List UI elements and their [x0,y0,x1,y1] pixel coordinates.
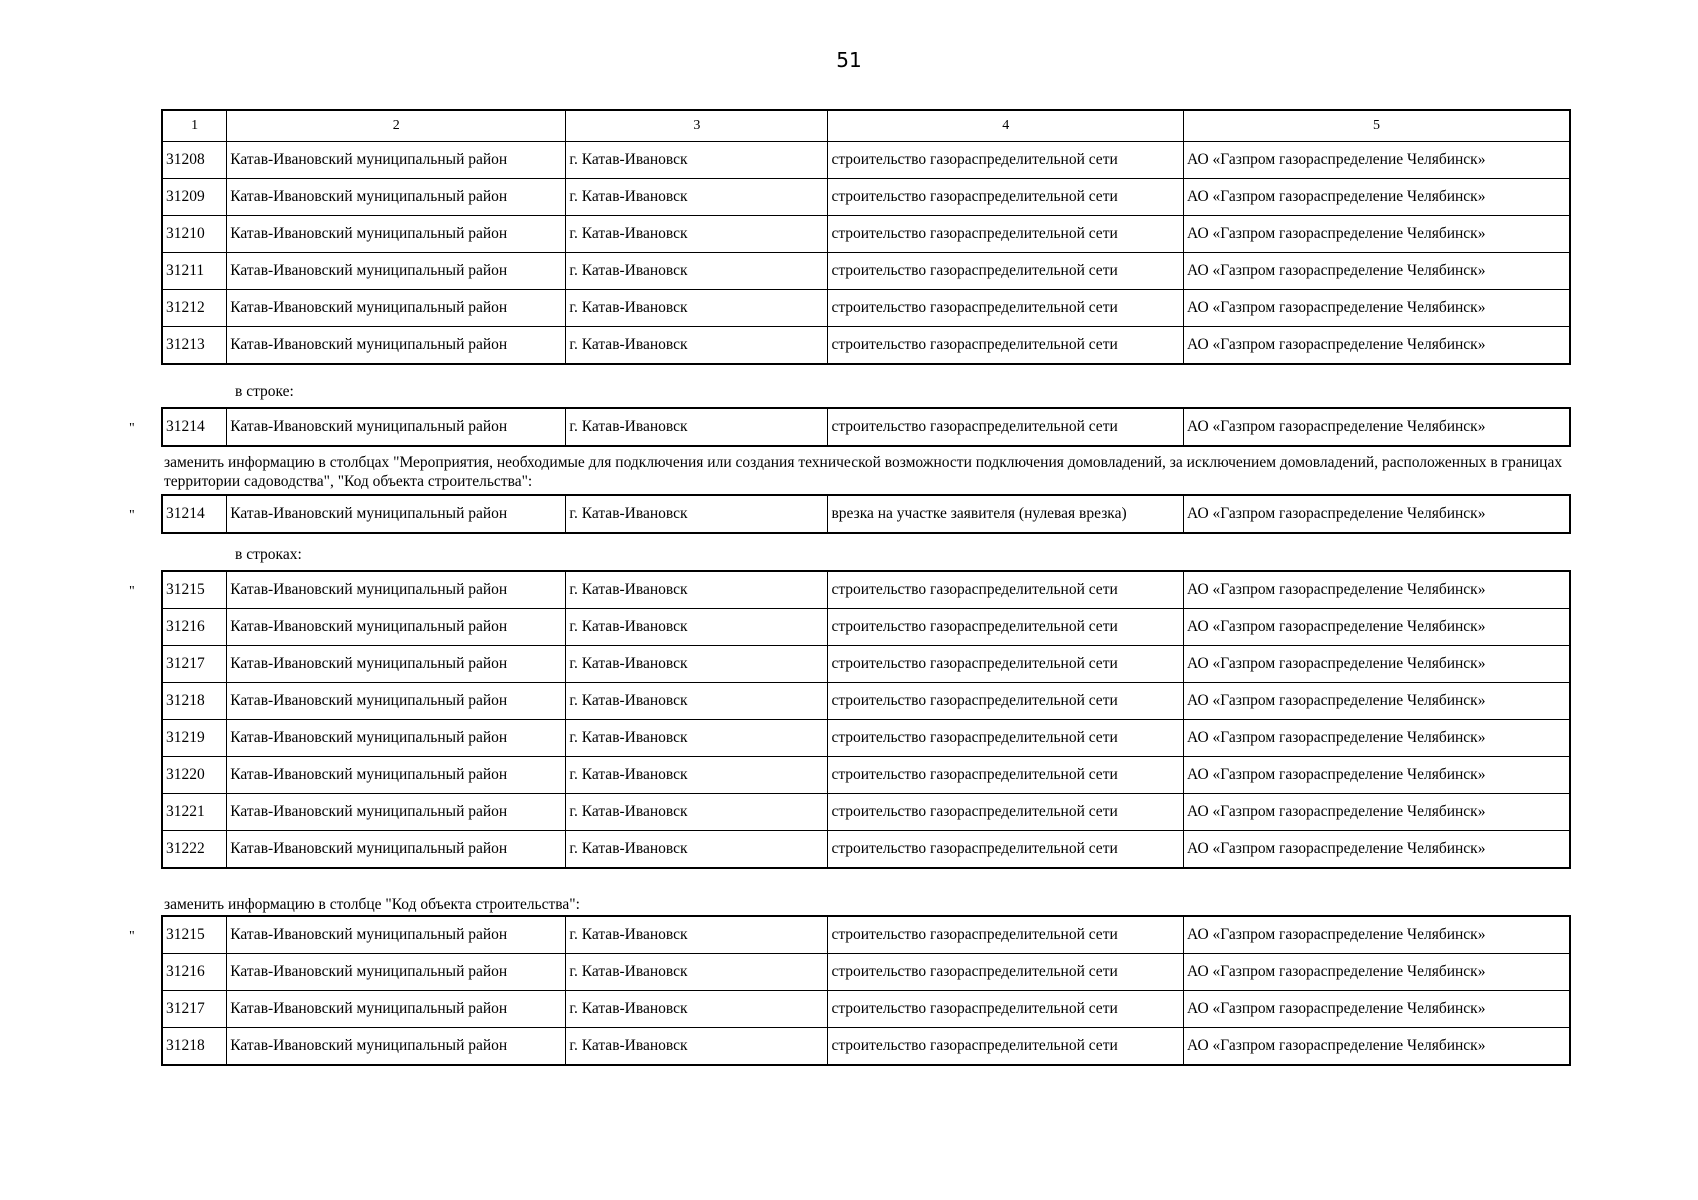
row-code: 31209 [162,179,227,216]
table-row [162,290,1570,327]
row-settlement: г. Катав-Ивановск [566,609,828,646]
row-district: Катав-Ивановский муниципальный район [227,720,566,757]
table-block-2 [161,407,1571,447]
row-settlement: г. Катав-Ивановск [566,142,828,179]
table-header-row [162,110,1570,142]
data-table-1 [161,109,1571,365]
row-activity: строительство газораспределительной сети [828,720,1184,757]
row-district: Катав-Ивановский муниципальный район [227,327,566,365]
row-organization: АО «Газпром газораспределение Челябинск» [1184,1028,1570,1066]
row-activity: строительство газораспределительной сети [828,253,1184,290]
row-district: Катав-Ивановский муниципальный район [227,142,566,179]
data-table-3 [161,494,1571,534]
table-row [162,495,1570,533]
row-district: Катав-Ивановский муниципальный район [227,571,566,609]
row-code: 31216 [162,609,227,646]
data-table-5 [161,915,1571,1066]
row-settlement: г. Катав-Ивановск [566,495,828,533]
table-row [162,954,1570,991]
row-district: Катав-Ивановский муниципальный район [227,1028,566,1066]
row-settlement: г. Катав-Ивановск [566,954,828,991]
row-district: Катав-Ивановский муниципальный район [227,253,566,290]
page-number: 51 [836,48,862,72]
table-row [162,683,1570,720]
row-activity: строительство газораспределительной сети [828,142,1184,179]
row-code: 31214 [162,408,227,446]
row-organization: АО «Газпром газораспределение Челябинск» [1184,646,1570,683]
table-block-1 [161,109,1571,365]
row-settlement: г. Катав-Ивановск [566,571,828,609]
note-replace-columns: заменить информацию в столбцах "Мероприятия, необходимые для подключения или создания технической возможности подключения домовладений, за исключением домовладений, расположенных в границах территории садоводства", "Код объекта строительства": [164,454,1563,490]
column-header: 5 [1184,110,1570,142]
table-block-5 [161,915,1571,1066]
row-activity: строительство газораспределительной сети [828,954,1184,991]
row-organization: АО «Газпром газораспределение Челябинск» [1184,142,1570,179]
data-table-2 [161,407,1571,447]
table-row [162,253,1570,290]
row-district: Катав-Ивановский муниципальный район [227,179,566,216]
table-row [162,408,1570,446]
row-organization: АО «Газпром газораспределение Челябинск» [1184,609,1570,646]
row-organization: АО «Газпром газораспределение Челябинск» [1184,179,1570,216]
table-row [162,327,1570,365]
table-row [162,831,1570,869]
row-activity: строительство газораспределительной сети [828,327,1184,365]
row-organization: АО «Газпром газораспределение Челябинск» [1184,794,1570,831]
row-district: Катав-Ивановский муниципальный район [227,831,566,869]
row-code: 31215 [162,571,227,609]
row-organization: АО «Газпром газораспределение Челябинск» [1184,991,1570,1028]
quote-mark: " [129,929,135,944]
table-row [162,1028,1570,1066]
row-activity: строительство газораспределительной сети [828,794,1184,831]
row-activity: строительство газораспределительной сети [828,571,1184,609]
table-row [162,571,1570,609]
row-district: Катав-Ивановский муниципальный район [227,683,566,720]
row-activity: строительство газораспределительной сети [828,991,1184,1028]
table-row [162,991,1570,1028]
row-settlement: г. Катав-Ивановск [566,408,828,446]
note-in-line: в строке: [235,383,294,400]
table-row [162,179,1570,216]
table-row [162,757,1570,794]
row-code: 31213 [162,327,227,365]
table-block-3 [161,494,1571,534]
row-code: 31210 [162,216,227,253]
row-district: Катав-Ивановский муниципальный район [227,408,566,446]
row-organization: АО «Газпром газораспределение Челябинск» [1184,954,1570,991]
table-block-4 [161,570,1571,869]
row-district: Катав-Ивановский муниципальный район [227,290,566,327]
row-settlement: г. Катав-Ивановск [566,1028,828,1066]
row-code: 31215 [162,916,227,954]
row-activity: строительство газораспределительной сети [828,609,1184,646]
row-settlement: г. Катав-Ивановск [566,646,828,683]
note-replace-code: заменить информацию в столбце "Код объекта строительства": [164,896,580,913]
row-activity: врезка на участке заявителя (нулевая врезка) [828,495,1184,533]
data-table-4 [161,570,1571,869]
table-row [162,916,1570,954]
row-organization: АО «Газпром газораспределение Челябинск» [1184,683,1570,720]
row-code: 31219 [162,720,227,757]
row-organization: АО «Газпром газораспределение Челябинск» [1184,757,1570,794]
row-code: 31214 [162,495,227,533]
row-code: 31212 [162,290,227,327]
row-organization: АО «Газпром газораспределение Челябинск» [1184,916,1570,954]
row-activity: строительство газораспределительной сети [828,408,1184,446]
row-activity: строительство газораспределительной сети [828,646,1184,683]
row-code: 31220 [162,757,227,794]
row-settlement: г. Катав-Ивановск [566,179,828,216]
quote-mark: " [129,584,135,599]
row-district: Катав-Ивановский муниципальный район [227,495,566,533]
row-settlement: г. Катав-Ивановск [566,794,828,831]
row-settlement: г. Катав-Ивановск [566,216,828,253]
row-settlement: г. Катав-Ивановск [566,916,828,954]
row-organization: АО «Газпром газораспределение Челябинск» [1184,290,1570,327]
row-settlement: г. Катав-Ивановск [566,253,828,290]
row-activity: строительство газораспределительной сети [828,757,1184,794]
row-settlement: г. Катав-Ивановск [566,720,828,757]
row-organization: АО «Газпром газораспределение Челябинск» [1184,408,1570,446]
row-settlement: г. Катав-Ивановск [566,327,828,365]
row-settlement: г. Катав-Ивановск [566,991,828,1028]
quote-mark: " [129,508,135,523]
row-code: 31222 [162,831,227,869]
table-row [162,794,1570,831]
row-district: Катав-Ивановский муниципальный район [227,757,566,794]
row-district: Катав-Ивановский муниципальный район [227,216,566,253]
column-header: 2 [227,110,566,142]
row-activity: строительство газораспределительной сети [828,831,1184,869]
row-activity: строительство газораспределительной сети [828,683,1184,720]
row-activity: строительство газораспределительной сети [828,179,1184,216]
column-header: 1 [162,110,227,142]
row-district: Катав-Ивановский муниципальный район [227,954,566,991]
quote-mark: " [129,421,135,436]
row-district: Катав-Ивановский муниципальный район [227,646,566,683]
row-code: 31211 [162,253,227,290]
row-code: 31208 [162,142,227,179]
row-settlement: г. Катав-Ивановск [566,831,828,869]
row-organization: АО «Газпром газораспределение Челябинск» [1184,720,1570,757]
table-row [162,646,1570,683]
table-row [162,216,1570,253]
table-row [162,142,1570,179]
row-code: 31216 [162,954,227,991]
row-code: 31217 [162,991,227,1028]
row-organization: АО «Газпром газораспределение Челябинск» [1184,327,1570,365]
row-organization: АО «Газпром газораспределение Челябинск» [1184,253,1570,290]
note-in-lines: в строках: [235,546,302,563]
table-row [162,609,1570,646]
row-code: 31218 [162,683,227,720]
row-code: 31218 [162,1028,227,1066]
row-activity: строительство газораспределительной сети [828,216,1184,253]
row-code: 31221 [162,794,227,831]
column-header: 3 [566,110,828,142]
column-header: 4 [828,110,1184,142]
table-row [162,720,1570,757]
row-district: Катав-Ивановский муниципальный район [227,916,566,954]
row-district: Катав-Ивановский муниципальный район [227,794,566,831]
row-settlement: г. Катав-Ивановск [566,290,828,327]
row-organization: АО «Газпром газораспределение Челябинск» [1184,216,1570,253]
row-district: Катав-Ивановский муниципальный район [227,609,566,646]
row-settlement: г. Катав-Ивановск [566,757,828,794]
row-code: 31217 [162,646,227,683]
row-activity: строительство газораспределительной сети [828,1028,1184,1066]
row-organization: АО «Газпром газораспределение Челябинск» [1184,495,1570,533]
row-activity: строительство газораспределительной сети [828,290,1184,327]
row-settlement: г. Катав-Ивановск [566,683,828,720]
row-organization: АО «Газпром газораспределение Челябинск» [1184,571,1570,609]
row-district: Катав-Ивановский муниципальный район [227,991,566,1028]
row-activity: строительство газораспределительной сети [828,916,1184,954]
row-organization: АО «Газпром газораспределение Челябинск» [1184,831,1570,869]
